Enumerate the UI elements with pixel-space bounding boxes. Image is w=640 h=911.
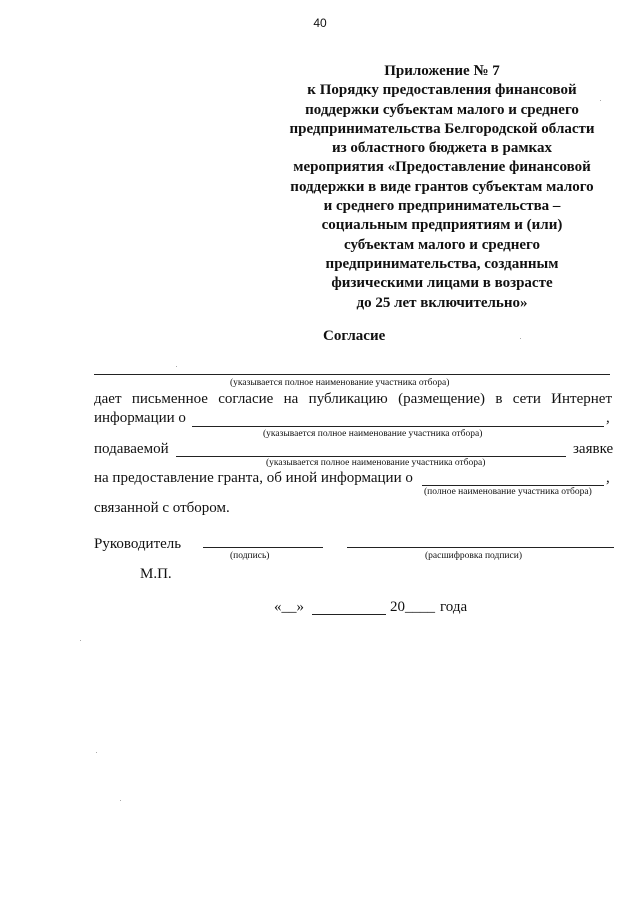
scan-speck [120, 800, 121, 801]
application-label: заявке [573, 441, 614, 457]
appendix-header [272, 62, 612, 313]
info-about-line [192, 426, 604, 427]
appendix-line: и среднего предпринимательства – [323, 198, 561, 215]
participant-name-hint: (указывается полное наименование участника отбора) [230, 378, 450, 388]
participant-name-line [94, 374, 610, 375]
date-year: 20____ [390, 599, 435, 615]
appendix-line: к Порядку предоставления финансовой [307, 82, 577, 99]
date-day: «__» [274, 599, 304, 615]
appendix-line: социальным предприятиям и (или) [321, 217, 563, 234]
appendix-line: мероприятия «Предоставление финансовой [293, 159, 591, 176]
appendix-line: из областного бюджета в рамках [332, 140, 552, 157]
appendix-line: до 25 лет включительно» [356, 294, 528, 311]
stamp-label: М.П. [140, 566, 172, 582]
appendix-line: физическими лицами в возрасте [331, 275, 553, 292]
form-title: Согласие [323, 328, 386, 344]
grant-info-comma: , [606, 470, 610, 486]
info-about-hint: (указывается полное наименование участника отбора) [263, 429, 483, 439]
scan-speck [96, 752, 97, 753]
grant-text: на предоставление гранта, об иной информации о [94, 470, 413, 486]
signature-hint: (подпись) [230, 551, 270, 561]
submitted-label: подаваемой [94, 441, 169, 457]
signature-decoding-line [347, 547, 614, 548]
grant-info-hint: (полное наименование участника отбора) [424, 487, 592, 497]
submitted-line [176, 456, 566, 457]
signature-line [203, 547, 323, 548]
scan-speck [600, 100, 601, 101]
consent-text: дает письменное согласие на публикацию (размещение) в сети Интернет [94, 391, 612, 407]
date-suffix: года [440, 599, 468, 615]
appendix-line: предпринимательства Белгородской области [289, 120, 595, 137]
related-text: связанной с отбором. [94, 500, 230, 516]
appendix-line: поддержки субъектам малого и среднего [305, 101, 579, 118]
submitted-hint: (указывается полное наименование участника отбора) [266, 458, 486, 468]
head-label: Руководитель [94, 536, 182, 552]
appendix-line: поддержки в виде грантов субъектам малого [290, 178, 594, 195]
signature-decoding-hint: (расшифровка подписи) [425, 551, 522, 561]
scan-speck [80, 640, 81, 641]
info-about-label: информации о [94, 410, 186, 426]
appendix-line: предпринимательства, созданным [325, 255, 559, 272]
info-about-comma: , [606, 410, 610, 426]
scan-speck [176, 366, 177, 367]
page-number: 40 [313, 16, 327, 30]
date-month-line [312, 614, 386, 615]
appendix-title: Приложение № 7 [384, 63, 500, 79]
appendix-line: субъектам малого и среднего [344, 236, 540, 253]
grant-info-line [422, 485, 604, 486]
scan-speck [520, 338, 521, 339]
